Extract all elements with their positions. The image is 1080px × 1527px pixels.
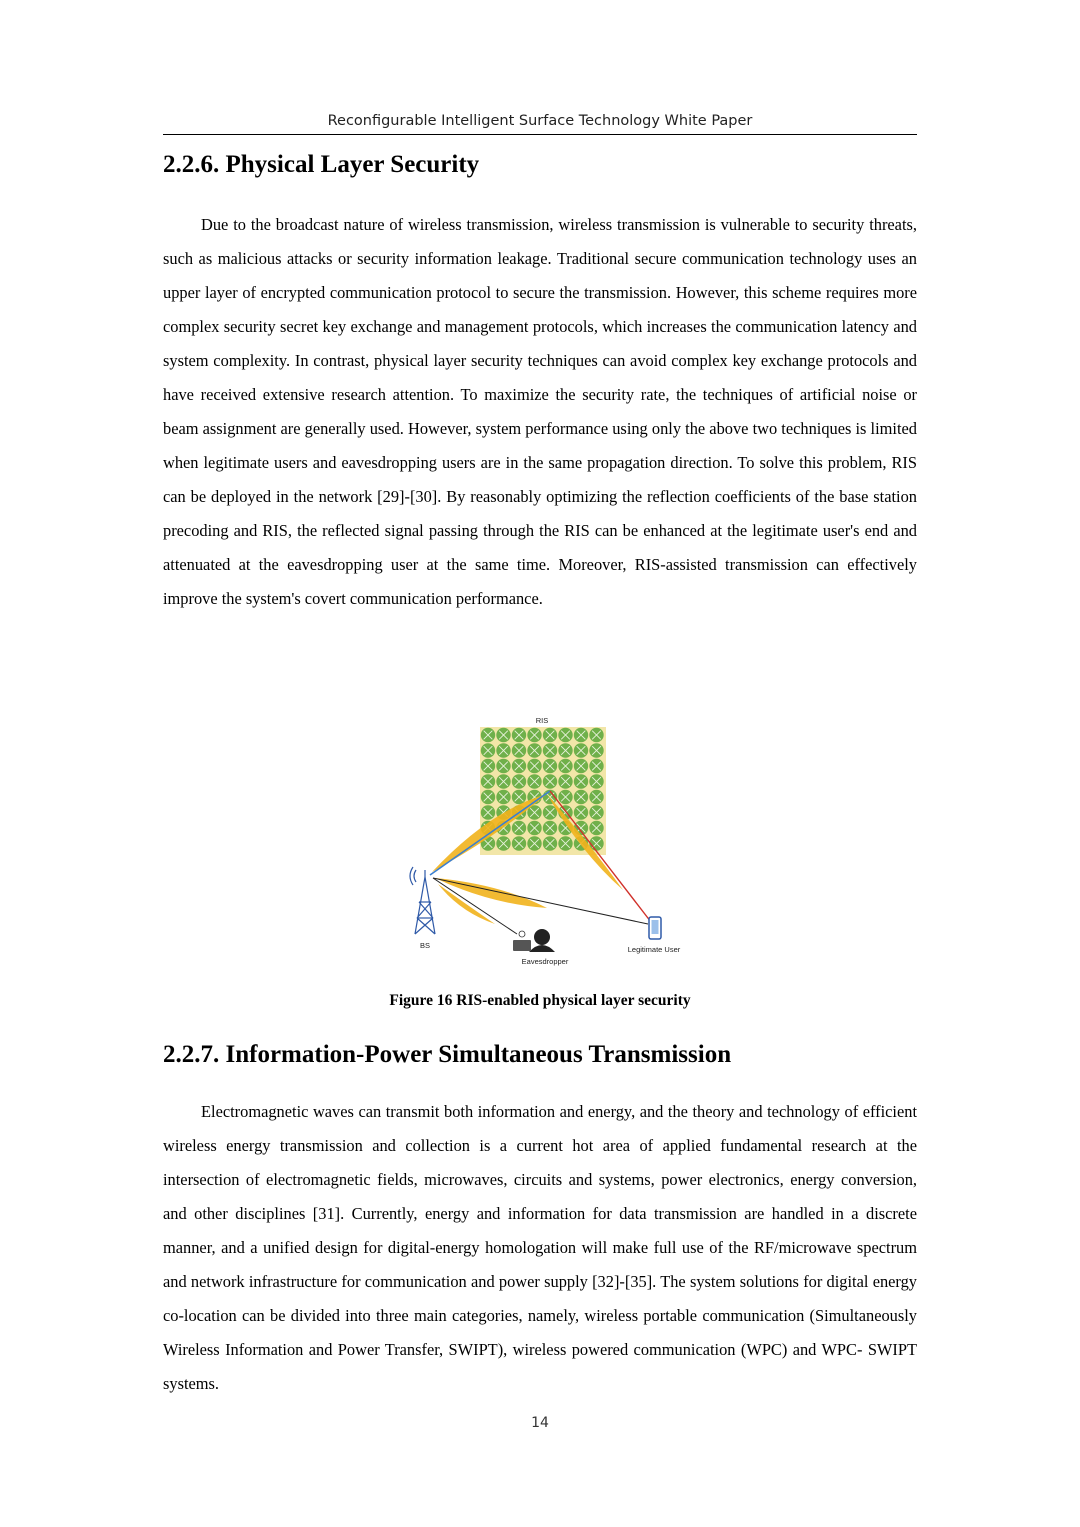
ris-label: RIS (535, 716, 549, 725)
paragraph-information-power-transmission: Electromagnetic waves can transmit both information and energy, and the theory and technology of efficient wireless energy transmission and collection is a current hot area of applied fundamental research at the intersection of electromagnetic fields, microwaves, circuits and systems, power electronics, energy conversion, and other disciplines [31]. Currently, energy and information for data transmission are handled in a discrete manner, and a unified design for digital-energy homologation will make full use of the RF/microwave spectrum and network infrastructure for communication and power supply [32]-[35]. The system solutions for digital energy co-location can be divided into three main categories, namely, wireless portable communication (Simultaneously Wireless Information and Power Transfer, SWIPT), wireless powered communication (WPC) and WPC- SWIPT systems. (163, 1102, 917, 1393)
paragraph-physical-layer-security: Due to the broadcast nature of wireless transmission, wireless transmission is vulnerable to security threats, such as malicious attacks or security information leakage. Traditional secure communication technology uses an upper layer of encrypted communication protocol to secure the transmission. However, this scheme requires more complex security secret key exchange and management protocols, which increases the communication latency and system complexity. In contrast, physical layer security techniques can avoid complex key exchange protocols and have received extensive research attention. To maximize the security rate, the techniques of artificial noise or beam assignment are generally used. However, system performance using only the above two techniques is limited when legitimate users and eavesdropping users are in the same propagation direction. To solve this problem, RIS can be deployed in the network [29]-[30]. By reasonably optimizing the reflection coefficients of the base station precoding and RIS, the reflected signal passing through the RIS can be enhanced at the legitimate user's end and attenuated at the eavesdropping user at the same time. Moreover, RIS-assisted transmission can effectively improve the system's covert communication performance. (163, 215, 917, 608)
eavesdropper-icon (513, 929, 555, 952)
legitimate-user-label: Legitimate User (627, 945, 681, 954)
phone-icon (649, 917, 661, 939)
black-link-bs-user (433, 878, 648, 924)
eavesdropper-label: Eavesdropper (521, 957, 569, 966)
page-number: 14 (531, 1415, 549, 1431)
bs-label: BS (419, 941, 431, 950)
section-heading-information-power-transmission: 2.2.7. Information-Power Simultaneous Transmission (163, 1041, 732, 1068)
running-header: Reconfigurable Intelligent Surface Technology White Paper (163, 110, 917, 135)
figure-caption: Figure 16 RIS-enabled physical layer security (389, 992, 691, 1009)
section-heading-physical-layer-security: 2.2.6. Physical Layer Security (163, 151, 480, 178)
bs-tower-icon (410, 867, 435, 934)
ris-security-diagram (405, 712, 695, 970)
figure-ris-security (405, 712, 695, 970)
